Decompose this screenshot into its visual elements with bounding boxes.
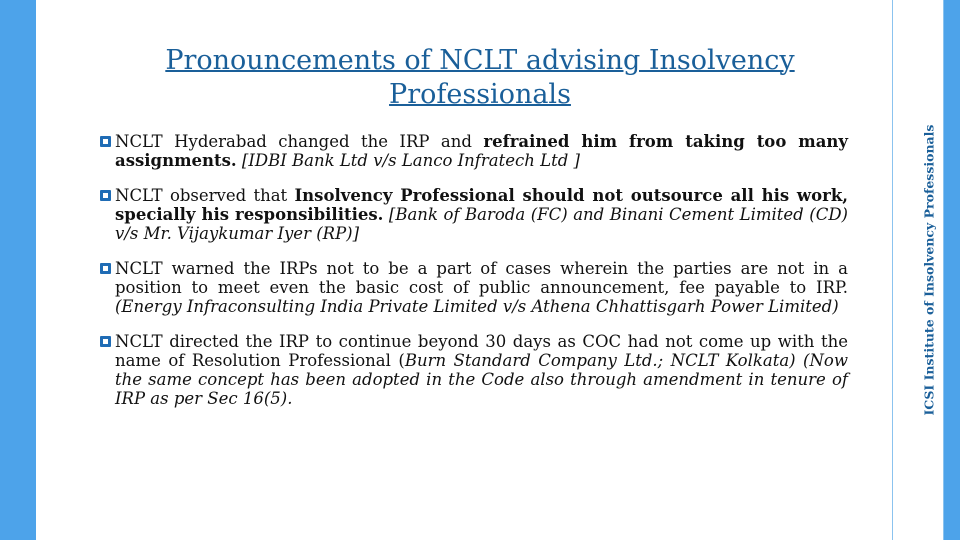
bullet-citation: (Energy Infraconsulting India Private Limited v/s Athena Chhattisgarh Power Limited) xyxy=(115,297,839,316)
square-bullet-icon xyxy=(100,336,111,347)
slide-title xyxy=(135,44,825,112)
square-bullet-icon xyxy=(100,263,111,274)
bullet-emphasis: refrained him from taking too many assignments. xyxy=(115,132,849,170)
right-accent-bar xyxy=(944,0,960,540)
bullet-text: NCLT observed that xyxy=(115,186,295,205)
bullet-item xyxy=(100,259,848,316)
square-bullet-icon xyxy=(100,136,111,147)
sidebar-institute-label: ICSI Institute of Insolvency Professionals xyxy=(921,124,937,416)
bullet-item xyxy=(100,132,848,170)
square-bullet-icon xyxy=(100,190,111,201)
title-line-1: Pronouncements of NCLT advising Insolvency xyxy=(165,45,795,76)
left-accent-bar xyxy=(0,0,36,540)
bullet-text: NCLT Hyderabad changed the IRP and xyxy=(115,132,484,151)
bullet-text: NCLT warned the IRPs not to be a part of cases wherein the parties are not in a position to meet even the basic cost of public announcement, fee payable to IRP. xyxy=(115,259,848,297)
bullet-citation: Burn Standard Company Ltd.; NCLT Kolkata) (Now the same concept has been adopted in the Code also through amendment in tenure of IRP as per Sec 16(5). xyxy=(115,351,848,408)
bullet-text: NCLT directed the IRP to continue beyond 30 days as COC had not come up with the name of Resolution Professional ( xyxy=(115,332,848,370)
bullet-emphasis: Insolvency Professional should not outsource all his work, specially his responsibilities. xyxy=(115,186,848,224)
bullet-citation: [IDBI Bank Ltd v/s Lanco Infratech Ltd ] xyxy=(236,151,580,170)
title-line-2: Professionals xyxy=(389,79,571,110)
bullet-citation: [Bank of Baroda (FC) and Binani Cement Limited (CD) v/s Mr. Vijaykumar Iyer (RP)] xyxy=(115,205,848,243)
bullet-item xyxy=(100,186,848,243)
bullet-list xyxy=(100,132,848,408)
bullet-item xyxy=(100,332,848,408)
